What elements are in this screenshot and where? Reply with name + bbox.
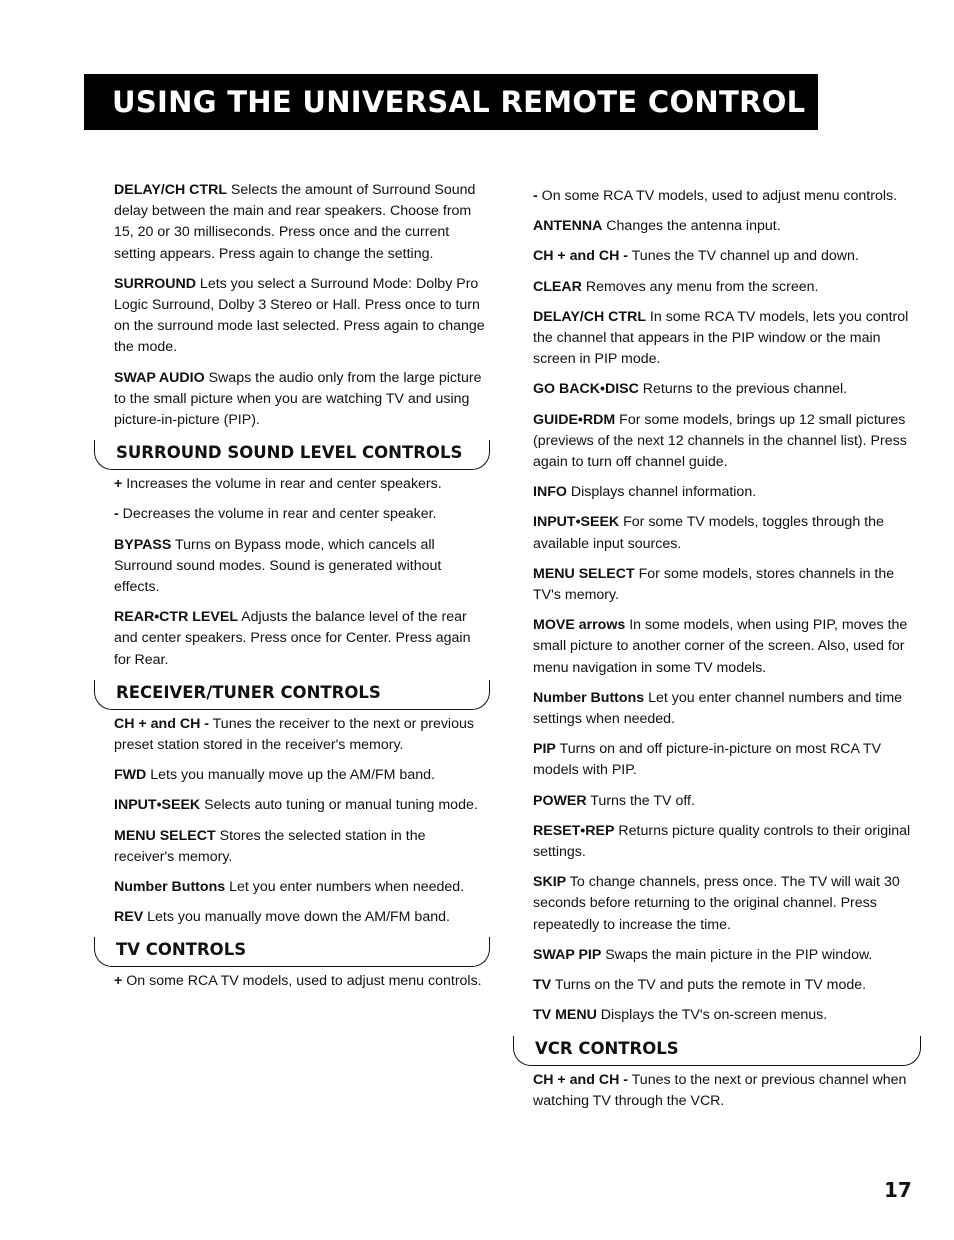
section-title: RECEIVER/TUNER CONTROLS xyxy=(116,682,381,702)
entry-tv-menu-select: MENU SELECT For some models, stores channels in the TV's memory. xyxy=(533,565,895,604)
entry-rev: REV Lets you manually move down the AM/FM band. xyxy=(114,909,450,926)
entry-tv-input-seek: INPUT•SEEK For some TV models, toggles through the available input sources. xyxy=(533,514,884,552)
section-title: SURROUND SOUND LEVEL CONTROLS xyxy=(116,443,463,463)
entry-ch-plus-minus: CH + and CH - Tunes the receiver to the next or previous preset station stored in the receiver's memory. xyxy=(114,715,474,754)
entry-swap-audio: SWAP AUDIO Swaps the audio only from the large picture to the small picture when you are watching TV and using picture-in-picture (PIP). xyxy=(114,369,482,429)
entry-rear-ctr-level: REAR•CTR LEVEL Adjusts the balance level of the rear and center speakers. Press once for Center. Press again for Rear. xyxy=(114,609,471,668)
entry-antenna: ANTENNA Changes the antenna input. xyxy=(533,218,781,235)
entry-minus: - Decreases the volume in rear and center speaker. xyxy=(114,506,437,523)
section-header-tv-controls xyxy=(94,937,486,967)
entry-bypass: BYPASS Turns on Bypass mode, which cancels all Surround sound modes. Sound is generated without effects. xyxy=(114,536,442,596)
entry-tv: TV Turns on the TV and puts the remote in TV mode. xyxy=(533,977,867,994)
page-title: USING THE UNIVERSAL REMOTE CONTROL xyxy=(112,85,806,119)
entry-go-back-disc: GO BACK•DISC Returns to the previous channel. xyxy=(533,381,848,398)
entry-fwd: FWD Lets you manually move up the AM/FM band. xyxy=(114,767,435,784)
section-header-surround-sound-level xyxy=(94,440,486,470)
entry-power: POWER Turns the TV off. xyxy=(533,792,695,809)
entry-tv-minus: - On some RCA TV models, used to adjust menu controls. xyxy=(533,188,898,204)
left-column xyxy=(114,180,486,1002)
section-header-vcr-controls xyxy=(513,1036,917,1066)
section-header-receiver-tuner xyxy=(94,680,486,710)
section-title: TV CONTROLS xyxy=(116,940,247,960)
entry-swap-pip: SWAP PIP Swaps the main picture in the PIP window. xyxy=(533,946,873,963)
entry-vcr-ch-plus-minus: CH + and CH - Tunes to the next or previous channel when watching TV through the VCR. xyxy=(533,1071,907,1109)
entry-pip: PIP Turns on and off picture-in-picture on most RCA TV models with PIP. xyxy=(533,741,882,779)
entry-tv-menu: TV MENU Displays the TV's on-screen menus. xyxy=(533,1007,828,1024)
section-title: VCR CONTROLS xyxy=(535,1038,679,1058)
entry-delay-ch-ctrl: DELAY/CH CTRL Selects the amount of Surround Sound delay between the main and rear speakers. Choose from 15, 20 or 30 milliseconds. Press once and the current setting appears. Press again to change the setting. xyxy=(114,182,476,262)
right-column xyxy=(533,186,917,1121)
entry-move-arrows: MOVE arrows In some models, when using PIP, moves the small picture to another corner of the screen. Also, used for menu navigation in some TV models. xyxy=(533,617,908,676)
entry-skip: SKIP To change channels, press once. The TV will wait 30 seconds before returning to the original channel. Press repeatedly to increase the time. xyxy=(533,874,900,933)
entry-tv-ch-plus-minus: CH + and CH - Tunes the TV channel up and down. xyxy=(533,248,859,265)
page-number: 17 xyxy=(884,1178,912,1202)
entry-menu-select: MENU SELECT Stores the selected station in the receiver's memory. xyxy=(114,827,426,865)
entry-tv-plus: + On some RCA TV models, used to adjust menu controls. xyxy=(114,973,482,990)
entry-tv-number-buttons: Number Buttons Let you enter channel numbers and time settings when needed. xyxy=(533,689,903,728)
entry-info: INFO Displays channel information. xyxy=(533,484,757,501)
entry-clear: CLEAR Removes any menu from the screen. xyxy=(533,278,819,295)
entry-plus: + Increases the volume in rear and center speakers. xyxy=(114,476,442,493)
entry-tv-delay-ch-ctrl: DELAY/CH CTRL In some RCA TV models, lets you control the channel that appears in the PIP window or the main screen in PIP mode. xyxy=(533,308,909,368)
entry-number-buttons: Number Buttons Let you enter numbers when needed. xyxy=(114,879,465,896)
entry-input-seek: INPUT•SEEK Selects auto tuning or manual tuning mode. xyxy=(114,797,478,814)
entry-surround: SURROUND Lets you select a Surround Mode: Dolby Pro Logic Surround, Dolby 3 Stereo or Hall. Press once to turn on the surround mode last selected. Press again to change the mode. xyxy=(114,275,485,356)
page-title-banner xyxy=(84,74,818,130)
entry-reset-rep: RESET•REP Returns picture quality controls to their original settings. xyxy=(533,822,911,861)
entry-guide-rdm: GUIDE•RDM For some models, brings up 12 small pictures (previews of the next 12 channels in the channel list). Press again to turn off channel guide. xyxy=(533,411,907,471)
